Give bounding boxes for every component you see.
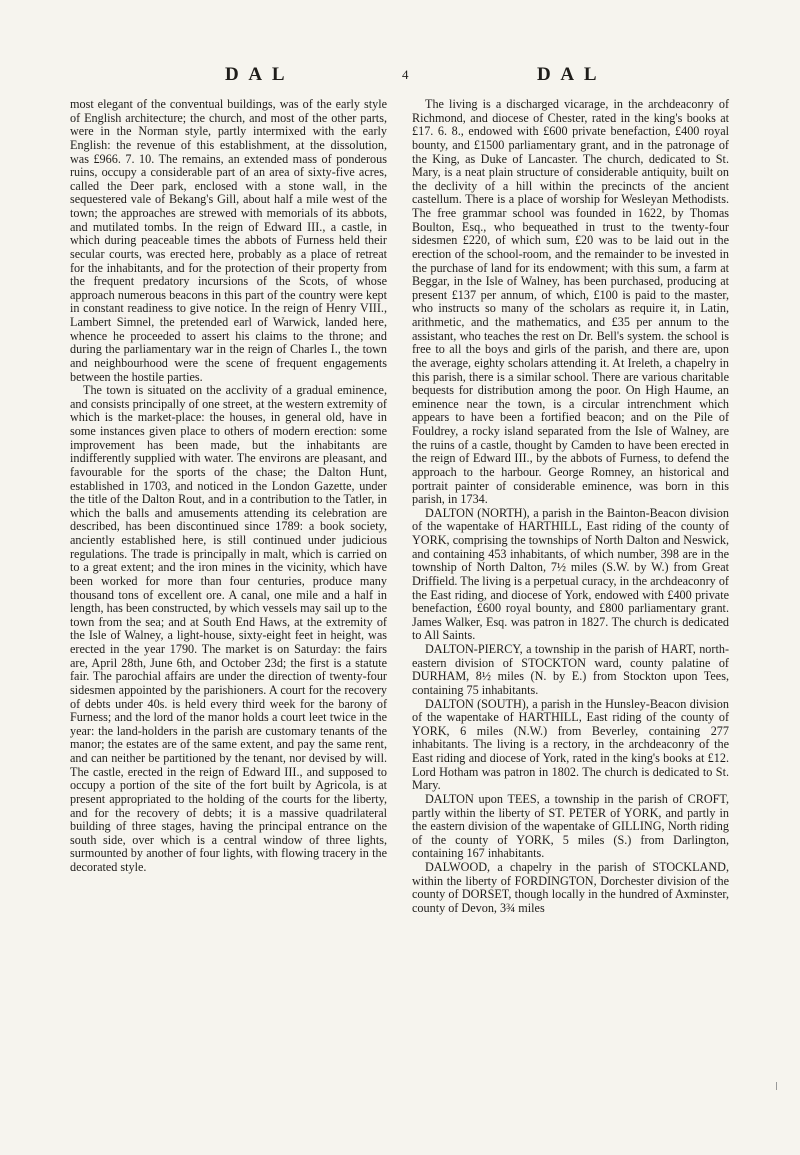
left-column	[70, 98, 387, 875]
entry-dalton-north: DALTON (NORTH), a parish in the Bainton-Beacon division of the wapentake of HARTHILL, East riding of the county of YORK, comprising the townships of North Dalton and Neswick, and containing 453 inhabitants, of which number, 398 are in the township of North Dalton, 7½ miles (S.W. by W.) from Great Driffield. The living is a perpetual curacy, in the archdeaconry of the East riding, and diocese of York, endowed with £400 private benefaction, £600 royal bounty, and £800 parliamentary grant. James Walker, Esq. was patron in 1827. The church is dedicated to All Saints.	[412, 505, 729, 643]
right-column	[412, 98, 729, 916]
entry-dalwood: DALWOOD, a chapelry in the parish of STOCKLAND, within the liberty of FORDINGTON, Dorchester division of the county of DORSET, though locally in the hundred of Axminster, county of Devon, 3¾ miles	[412, 860, 729, 915]
entry-dalton-upon-tees: DALTON upon TEES, a township in the parish of CROFT, partly within the liberty of ST. PETER of YORK, and partly in the eastern division of the wapentake of GILLING, North riding of the county of YORK, 5 miles (S.) from Darlington, containing 167 inhabitants.	[412, 791, 729, 861]
page-header	[70, 64, 734, 86]
entry-dalton-piercy: DALTON-PIERCY, a township in the parish of HART, north-eastern division of STOCKTON ward, county palatine of DURHAM, 8½ miles (N. by E.) from Stockton upon Tees, containing 75 inhabitants.	[412, 642, 729, 697]
paragraph: The living is a discharged vicarage, in the archdeaconry of Richmond, and diocese of Chester, rated in the king's books at £17. 6. 8., endowed with £600 private benefaction, £400 royal bounty, and £1500 parliamentary grant, and in the patronage of the King, as Duke of Lancaster. The church, dedicated to St. Mary, is a neat plain structure of considerable antiquity, built on the declivity of a hill within the precincts of the ancient castellum. There is a place of worship for Wesleyan Methodists. The free grammar school was founded in 1622, by Thomas Boulton, Esq., who bequeathed in trust to the twenty-four sidesmen £220, of which sum, £20 was to be laid out in the erection of the school-room, and the remainder to be invested in the purchase of land for its endowment; with this sum, a farm at Beggar, in the Isle of Walney, has been purchased, producing at present £137 per annum, of which, £100 is paid to the master, who instructs so many of the scholars as require it, in Latin, arithmetic, and the mathematics, and £35 per annum to the assistant, who teaches the rest on Dr. Bell's system. the school is free to all the boys and girls of the parish, and there are, upon the average, eighty scholars attending it. At Ireleth, a chapelry in this parish, there is a similar school. There are various charitable bequests for distribution among the poor. On High Haume, an eminence near the town, is a circular intrenchment which appears to have been a fortified beacon; and on the Pile of Fouldrey, a rocky island separated from the Isle of Walney, are the ruins of a castle, thought by Camden to have been erected in the reign of Edward III., by the abbots of Furness, to defend the approach to the harbour. George Romney, an historical and portrait painter of considerable eminence, was born in this parish, in 1734.	[412, 97, 729, 507]
page-edge-mark	[776, 1082, 777, 1090]
running-head-left: D A L	[225, 64, 288, 85]
paragraph: The town is situated on the acclivity of a gradual eminence, and consists principally of one street, at the western extremity of which is the market-place: the houses, in general old, have in some instances given place to others of modern erection: some improvement has been made, but the inhabitants are indifferently supplied with water. The environs are pleasant, and favourable for the sports of the chase; the Dalton Hunt, established in 1703, and noticed in the London Gazette, under the title of the Dalton Rout, and in a contribution to the Tatler, in which the balls and amusements attending its celebration are described, has been discontinued since 1789: a book society, anciently established here, is still continued under judicious regulations. The trade is principally in malt, which is carried on to a great extent; and the iron mines in the vicinity, which have been worked for more than four centuries, produce many thousand tons of excellent ore. A canal, one mile and a half in length, has been constructed, by which vessels may sail up to the town from the sea; and at South End Haws, at the extremity of the Isle of Walney, a light-house, sixty-eight feet in height, was erected in the year 1790. The market is on Saturday: the fairs are, April 28th, June 6th, and October 23d; the first is a statute fair. The parochial affairs are under the direction of twenty-four sidesmen appointed by the parishioners. A court for the recovery of debts under 40s. is held every third week for the barony of Furness; and the lord of the manor holds a court leet twice in the year: the land-holders in the parish are customary tenants of the manor; the estates are of the same extent, and pay the same rent, and can neither be partitioned by the tenant, nor devised by will. The castle, erected in the reign of Edward III., and supposed to occupy a portion of the site of the fort built by Agricola, is at present appropriated to the holding of the courts for the liberty, and for the recovery of debts; it is a massive quadrilateral building of three stages, having the principal entrance on the south side, over which is a central window of three lights, surmounted by another of four lights, with flowing tracery in the decorated style.	[70, 383, 387, 874]
entry-dalton-south: DALTON (SOUTH), a parish in the Hunsley-Beacon division of the wapentake of HARTHILL, East riding of the county of YORK, 6 miles (N.W.) from Beverley, containing 277 inhabitants. The living is a rectory, in the archdeaconry of the East riding and diocese of York, rated in the king's books at £12. Lord Hotham was patron in 1802. The church is dedicated to St. Mary.	[412, 696, 729, 793]
page-number: 4	[402, 67, 409, 82]
running-head-right: D A L	[537, 64, 600, 85]
paragraph: most elegant of the conventual buildings, was of the early style of English architecture; the church, and most of the other parts, were in the Norman style, partly intermixed with the early English: the revenue of this establishment, at the dissolution, was £966. 7. 10. The remains, an extended mass of ponderous ruins, occupy a considerable part of an area of sixty-five acres, called the Deer park, enclosed with a stone wall, in the sequestered vale of Bekang's Gill, about half a mile west of the town; the approaches are strewed with memorials of its abbots, and mutilated tombs. In the reign of Edward III., a castle, in which during peaceable times the abbots of Furness held their secular courts, was erected here, probably as a place of retreat for the inhabitants, and for the protection of their property from the frequent predatory incursions of the Scots, of whose approach numerous beacons in this part of the country were kept in constant readiness to give notice. In the reign of Henry VIII., Lambert Simnel, the pretended earl of Warwick, landed here, whence he proceeded to assert his claims to the throne; and during the parliamentary war in the reign of Charles I., the town and neighbourhood were the scene of frequent engagements between the hostile parties.	[70, 97, 387, 384]
